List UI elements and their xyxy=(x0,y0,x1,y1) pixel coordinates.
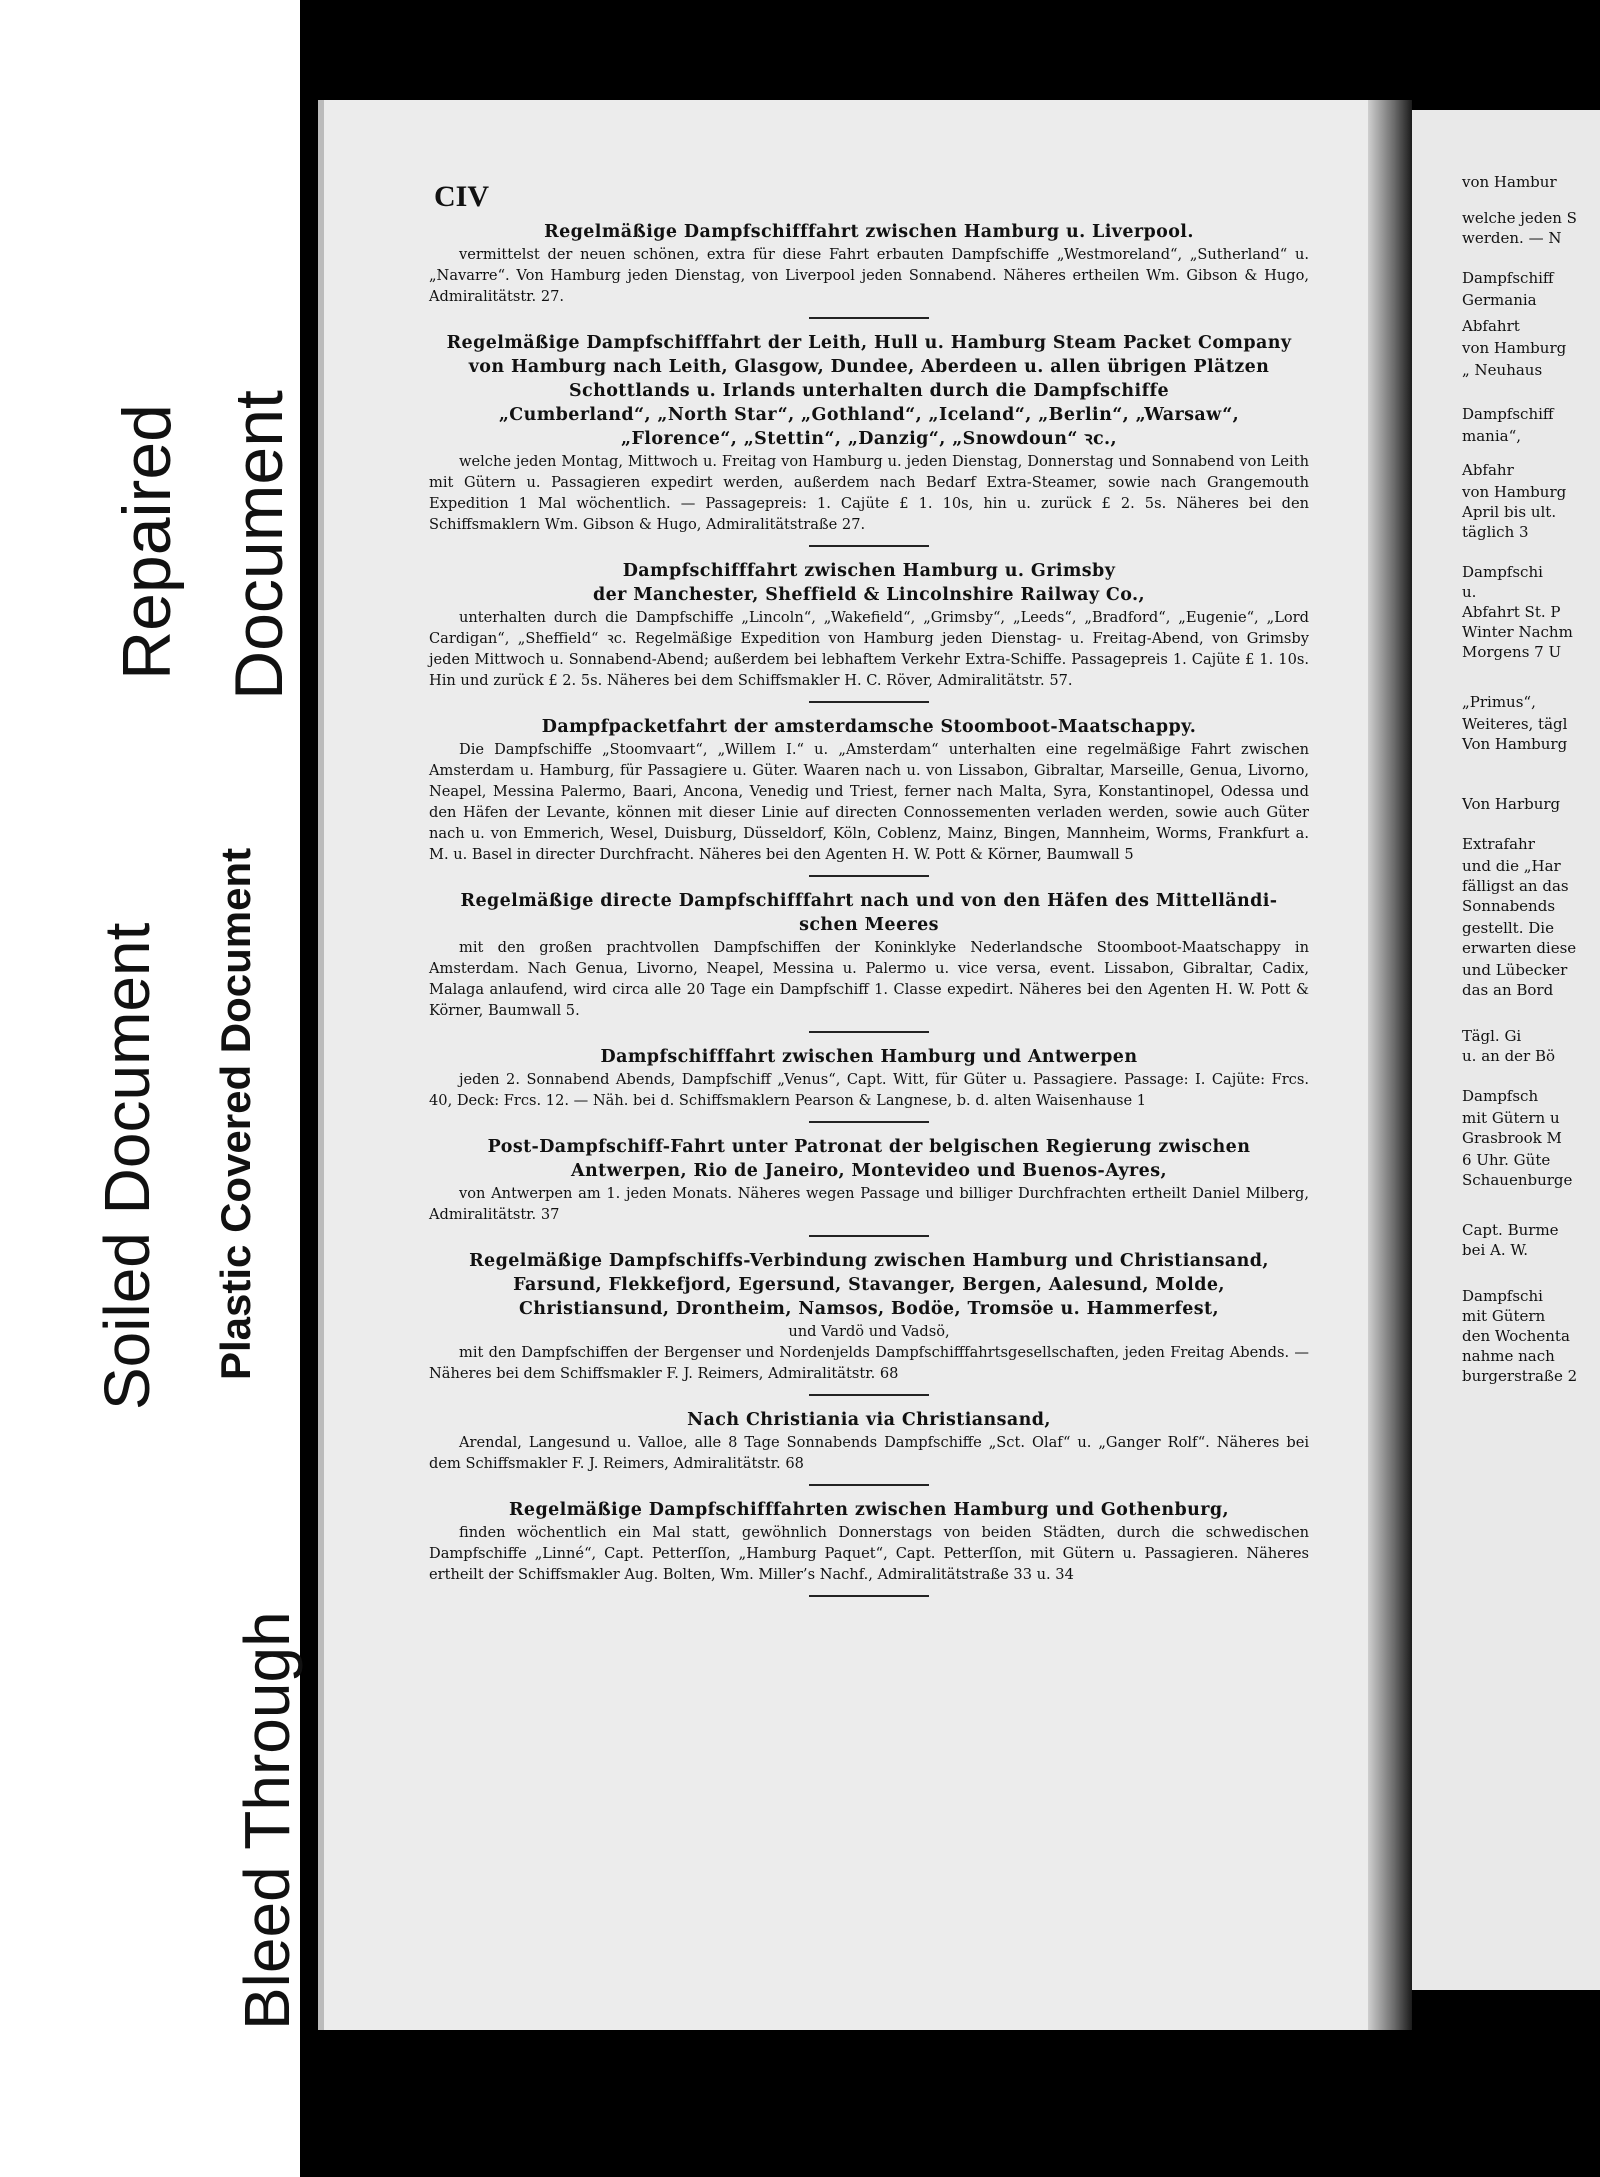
notice-heading: Dampfpacketfahrt der amsterdamsche Stoomboot-Maatschappy. xyxy=(541,717,1197,737)
notice-body: welche jeden Montag, Mittwoch u. Freitag von Hamburg u. jeden Dienstag, Donnerstag und Sonnabend von Leith mit Gütern u. Passagieren expedirt werden, außerdem nach Bedarf Extra-Steamer, sowie nach Grangemouth Expedition 1 Mal wöchentlich. — Passagepreis: 1. Cajüte £ 1. 10s, hin u. zurück £ 2. 5s. Näheres bei den Schiffsmaklern Wm. Gibson & Hugo, Admiralitätstraße 27. xyxy=(429,453,1309,533)
page-number: CIV xyxy=(434,180,490,213)
notice-section xyxy=(429,1249,1309,1384)
right-page-fragment: u. xyxy=(1462,583,1477,601)
right-page-fragment: gestellt. Die xyxy=(1462,919,1554,937)
notice-heading: Farsund, Flekkefjord, Egersund, Stavanger, Bergen, Aalesund, Molde, xyxy=(513,1275,1225,1295)
notice-heading: Nach Christiania via Christiansand, xyxy=(687,1410,1051,1430)
notice-heading: Dampfschifffahrt zwischen Hamburg und Antwerpen xyxy=(600,1047,1138,1067)
notice-heading: Schottlands u. Irlands unterhalten durch die Dampfschiffe xyxy=(568,381,1169,401)
label-soiled-document: Soiled Document xyxy=(91,922,163,1410)
right-page xyxy=(1412,110,1600,1990)
right-page-fragment: Dampfschi xyxy=(1462,563,1543,581)
section-divider xyxy=(809,545,929,547)
notice-body: von Antwerpen am 1. jeden Monats. Näheres wegen Passage und billiger Durchfrachten ertheilt Daniel Milberg, Admiralitätstr. 37 xyxy=(429,1185,1309,1223)
right-page-fragment: Abfahrt xyxy=(1462,317,1520,335)
right-page-fragment: nahme nach xyxy=(1462,1347,1555,1365)
right-page-fragment: Winter Nachm xyxy=(1462,623,1573,641)
notice-section xyxy=(429,220,1309,307)
right-page-fragment: den Wochenta xyxy=(1462,1327,1570,1345)
notice-heading: Christiansund, Drontheim, Namsos, Bodöe, Tromsöe u. Hammerfest, xyxy=(518,1299,1220,1319)
right-page-fragment: Capt. Burme xyxy=(1462,1221,1559,1239)
notice-heading: Post-Dampfschiff-Fahrt unter Patronat der belgischen Regierung zwischen xyxy=(487,1137,1251,1157)
right-page-fragment: Abfahrt St. P xyxy=(1462,603,1561,621)
section-divider xyxy=(809,317,929,319)
right-page-fragment: Dampfschi xyxy=(1462,1287,1543,1305)
label-plastic-covered: Plastic Covered Document xyxy=(212,847,259,1380)
notice-section xyxy=(429,1408,1309,1474)
right-page-fragment: Extrafahr xyxy=(1462,835,1535,853)
right-page-fragment: welche jeden S xyxy=(1462,209,1577,227)
notice-heading: Regelmäßige Dampfschifffahrten zwischen Hamburg und Gothenburg, xyxy=(508,1500,1230,1520)
right-page-fragment: burgerstraße 2 xyxy=(1462,1367,1578,1385)
notice-section xyxy=(429,1498,1309,1585)
notice-section xyxy=(429,1045,1309,1111)
right-page-fragment: Dampfschiff xyxy=(1462,405,1554,423)
notice-heading: „Cumberland“, „North Star“, „Gothland“, „Iceland“, „Berlin“, „Warsaw“, xyxy=(498,405,1240,425)
section-divider xyxy=(809,1031,929,1033)
notice-heading: Dampfschifffahrt zwischen Hamburg u. Grimsby xyxy=(622,561,1116,581)
right-page-fragment: Sonnabends xyxy=(1462,897,1556,915)
section-divider xyxy=(809,1121,929,1123)
right-page-fragment: Dampfschiff xyxy=(1462,269,1554,287)
notice-subheading: und Vardö und Vadsö, xyxy=(788,1323,950,1340)
section-divider xyxy=(809,1235,929,1237)
notice-heading: schen Meeres xyxy=(799,915,939,935)
right-page-fragment: mit Gütern u xyxy=(1462,1109,1560,1127)
right-page-fragment: und Lübecker xyxy=(1462,961,1568,979)
right-page-fragment: Abfahr xyxy=(1462,461,1514,479)
right-page-fragment: täglich 3 xyxy=(1462,523,1529,541)
right-page-fragment: 6 Uhr. Güte xyxy=(1462,1151,1551,1169)
notice-section xyxy=(429,889,1309,1021)
notice-body: mit den großen prachtvollen Dampfschiffen der Koninklyke Nederlandsche Stoomboot-Maatschappy in Amsterdam. Nach Genua, Livorno, Neapel, Messina u. Palermo u. vice versa, event. Lissabon, Gibraltar, Cadix, Malaga anlaufend, wird circa alle 20 Tage ein Dampfschiff 1. Classe expedirt. Näheres bei den Agenten H. W. Pott & Körner, Baumwall 5. xyxy=(429,939,1309,1019)
right-page-fragment: fälligst an das xyxy=(1462,877,1569,895)
right-page-fragment: mania“, xyxy=(1462,427,1522,445)
section-divider xyxy=(809,1394,929,1396)
notice-body: finden wöchentlich ein Mal statt, gewöhnlich Donnerstags von beiden Städten, durch die schwedischen Dampfschiffe „Linné“, Capt. Petterſſon, „Hamburg Paquet“, Capt. Petterſſon, mit Gütern u. Passagieren. Näheres ertheilt der Schiffsmakler Aug. Bolten, Wm. Miller’s Nachf., Admiralitätstraße 33 u. 34 xyxy=(429,1524,1309,1583)
notice-heading: „Florence“, „Stettin“, „Danzig“, „Snowdoun“ ꝛc., xyxy=(620,429,1118,449)
notice-section xyxy=(429,715,1309,865)
page-column xyxy=(429,220,1309,2000)
section-divider xyxy=(809,701,929,703)
right-page-fragment: bei A. W. xyxy=(1462,1241,1528,1259)
right-page-fragment: Weiteres, tägl xyxy=(1462,715,1568,733)
right-page-fragment: Schauenburge xyxy=(1462,1171,1573,1189)
label-document: Document xyxy=(221,390,297,700)
right-page-fragment: werden. — N xyxy=(1462,229,1562,247)
right-page-fragment: von Hamburg xyxy=(1462,483,1567,501)
right-page-fragment: „Primus“, xyxy=(1462,693,1536,711)
right-page-fragment: und die „Har xyxy=(1462,857,1561,875)
right-page-fragment: Von Harburg xyxy=(1462,795,1561,813)
notice-body: vermittelst der neuen schönen, extra für diese Fahrt erbauten Dampfschiffe „Westmoreland“, „Sutherland“ u. „Navarre“. Von Hamburg jeden Dienstag, von Liverpool jeden Sonnabend. Näheres ertheilen Wm. Gibson & Hugo, Admiralitätstr. 27. xyxy=(429,246,1309,305)
section-divider xyxy=(809,875,929,877)
notice-body: unterhalten durch die Dampfschiffe „Lincoln“, „Wakefield“, „Grimsby“, „Leeds“, „Bradford“, „Eugenie“, „Lord Cardigan“, „Sheffield“ ꝛc. Regelmäßige Expedition von Hamburg jeden Dienstag- u. Freitag-Abend, von Grimsby jeden Mittwoch u. Sonnabend-Abend; außerdem bei lebhaftem Verkehr Extra-Schiffe. Passagepreis 1. Cajüte £ 1. 10s. Hin und zurück £ 2. 5s. Näheres bei dem Schiffsmakler H. C. Röver, Admiralitätstr. 57. xyxy=(429,609,1309,689)
notice-heading: Regelmäßige Dampfschiffs-Verbindung zwischen Hamburg und Christiansand, xyxy=(469,1251,1269,1271)
right-page-fragment: mit Gütern xyxy=(1462,1307,1546,1325)
right-page-fragment: u. an der Bö xyxy=(1462,1047,1556,1065)
notice-body: jeden 2. Sonnabend Abends, Dampfschiff „Venus“, Capt. Witt, für Güter u. Passagiere. Passage: I. Cajüte: Frcs. 40, Deck: Frcs. 12. — Näh. bei d. Schiffsmaklern Pearson & Langnese, b. d. alten Waisenhause 1 xyxy=(429,1071,1309,1109)
notice-heading: Antwerpen, Rio de Janeiro, Montevideo und Buenos-Ayres, xyxy=(571,1161,1167,1181)
notice-heading: der Manchester, Sheffield & Lincolnshire Railway Co., xyxy=(592,585,1145,605)
right-page-fragment: Von Hamburg xyxy=(1462,735,1568,753)
section-divider xyxy=(809,1484,929,1486)
right-page-fragment: erwarten diese xyxy=(1462,939,1577,957)
label-repaired: Repaired xyxy=(109,404,185,680)
right-page-fragment: Grasbrook M xyxy=(1462,1129,1562,1147)
label-bleed-through: Bleed Through xyxy=(231,1611,303,2030)
notice-heading: Regelmäßige Dampfschifffahrt der Leith, Hull u. Hamburg Steam Packet Company xyxy=(446,333,1292,353)
right-page-fragment: „ Neuhaus xyxy=(1462,361,1543,379)
right-page-fragment: Tägl. Gi xyxy=(1462,1027,1522,1045)
notice-section xyxy=(429,559,1309,691)
right-page-fragment: April bis ult. xyxy=(1462,503,1557,521)
right-page-fragment: das an Bord xyxy=(1462,981,1554,999)
notice-heading: von Hamburg nach Leith, Glasgow, Dundee, Aberdeen u. allen übrigen Plätzen xyxy=(468,357,1270,377)
right-page-fragment: von Hamburg xyxy=(1462,339,1567,357)
notice-body: Arendal, Langesund u. Valloe, alle 8 Tage Sonnabends Dampfschiffe „Sct. Olaf“ u. „Ganger Rolf“. Näheres bei dem Schiffsmakler F. J. Reimers, Admiralitätstr. 68 xyxy=(429,1434,1309,1472)
right-page-fragment: Morgens 7 U xyxy=(1462,643,1562,661)
notice-section xyxy=(429,1135,1309,1225)
right-page-fragment: Germania xyxy=(1462,291,1537,309)
label-strip xyxy=(0,0,303,2177)
right-page-fragment: Dampfsch xyxy=(1462,1087,1539,1105)
section-divider xyxy=(809,1595,929,1597)
notice-section xyxy=(429,331,1309,535)
notice-body: mit den Dampfschiffen der Bergenser und Nordenjelds Dampfschifffahrtsgesellschaften, jeden Freitag Abends. — Näheres bei dem Schiffsmakler F. J. Reimers, Admiralitätstr. 68 xyxy=(429,1344,1309,1382)
book-gutter xyxy=(1368,100,1412,2030)
notice-heading: Regelmäßige Dampfschifffahrt zwischen Hamburg u. Liverpool. xyxy=(544,222,1194,242)
left-page xyxy=(318,100,1368,2030)
notice-body: Die Dampfschiffe „Stoomvaart“, „Willem I.“ u. „Amsterdam“ unterhalten eine regelmäßige Fahrt zwischen Amsterdam u. Hamburg, für Passagiere u. Güter. Waaren nach u. von Lissabon, Gibraltar, Marseille, Genua, Livorno, Neapel, Messina Palermo, Baari, Ancona, Venedig und Triest, ferner nach Malta, Syra, Konstantinopel, Odessa und den Häfen der Levante, können mit dieser Linie auf directen Connossementen verladen werden, sowie auch Güter nach u. von Emmerich, Wesel, Duisburg, Düsseldorf, Köln, Coblenz, Mainz, Bingen, Mannheim, Worms, Frankfurt a. M. u. Basel in directer Durchfracht. Näheres bei den Agenten H. W. Pott & Körner, Baumwall 5 xyxy=(429,741,1309,863)
notice-heading: Regelmäßige directe Dampfschifffahrt nach und von den Häfen des Mittelländi- xyxy=(460,891,1278,911)
right-page-fragment: von Hambur xyxy=(1462,173,1557,191)
